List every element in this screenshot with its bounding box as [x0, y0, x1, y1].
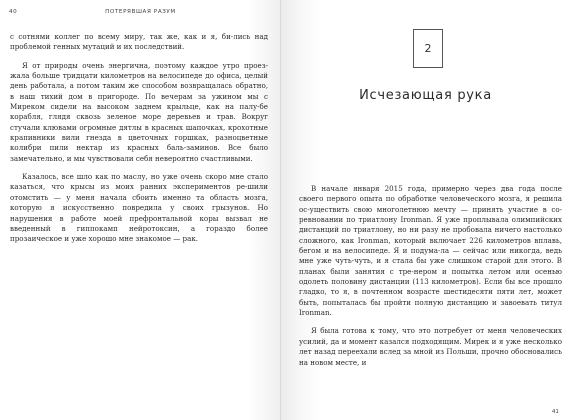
paragraph: Я была готова к тому, что это потребует от меня человеческих усилий, да и момент казался подходящим. Мирек и я уже несколько лет назад переехали вслед за мной из Польши, прочно обосновались на новом месте, и: [299, 326, 562, 367]
chapter-number: 2: [424, 42, 432, 55]
right-page-number: 41: [551, 409, 559, 415]
left-page-number: 40: [9, 9, 18, 15]
right-page: [281, 0, 570, 420]
chapter-number-box: [413, 29, 443, 68]
right-body-text: [299, 184, 562, 368]
running-title: ПОТЕРЯВШАЯ РАЗУМ: [105, 9, 176, 15]
chapter-title: Исчезающая рука: [359, 88, 492, 103]
paragraph: Я от природы очень энергична, поэтому каждое утро проез-жала больше тридцати километров на велосипеде до офиса, целый день работала, а потом таким же способом возвращалась обратно, в наш тихий дом в пригороде. По вечерам за ужином мы с Миреком сидели на высоком заднем крыльце, как на палу-бе корабля, глядя сквозь зеленое море деревьев и трав. Вокруг стучали клювами огромные дятлы в красных шапочках, крохотные крапивники вили гнезда в цветочных горшках, разноцветные колибри пили нектар из красных баль-заминов. Все было замечательно, и мы чувствовали себя невероятно счастливыми.: [10, 60, 268, 163]
left-page: [0, 0, 281, 420]
paragraph: В начале января 2015 года, примерно через два года после своего первого опыта по обработке человеческого мозга, я решила ос-уществить свою многолетнюю мечту — принять участие в со-ревновании по триатлону Ironman. Я уже проплывала олимпийских дистанций по триатлону, но ни разу не пробовала ничего настолько сложного, как Ironman, который включает 226 километров вплавь, бегом и на велосипеде. Я и подума-ла — сейчас или никогда, ведь мне уже чуть-чуть, и я стала бы уже слишком старой для этого. В планах были занятия с тре-нером и попытка летом или осенью одолеть половину дистанции (113 километров). Если бы все прошло гладко, то я, в почтенном возрасте шестидесяти пяти лет, может быть, попыталась бы пройти полную дистанцию и завоевать титул Ironman.: [299, 184, 562, 318]
paragraph: Казалось, все шло как по маслу, но уже очень скоро мне стало казаться, что крысы из моих ранних экспериментов ре-шили отомстить — у меня начала сбоить именно та область мозга, которую я искусственно повредила у своих грызунов. Но нарушения в работе моей префронтальной коры вызвал не введенный в гиппокамп нейротоксин, а гораздо более прозаическое и уже хорошо мне знакомое — рак.: [10, 172, 268, 244]
paragraph: с сотнями коллег по всему миру, так же, как и я, би-лись над проблемой генных мутаций и их последствий.: [10, 32, 268, 52]
left-body-text: [10, 32, 268, 245]
